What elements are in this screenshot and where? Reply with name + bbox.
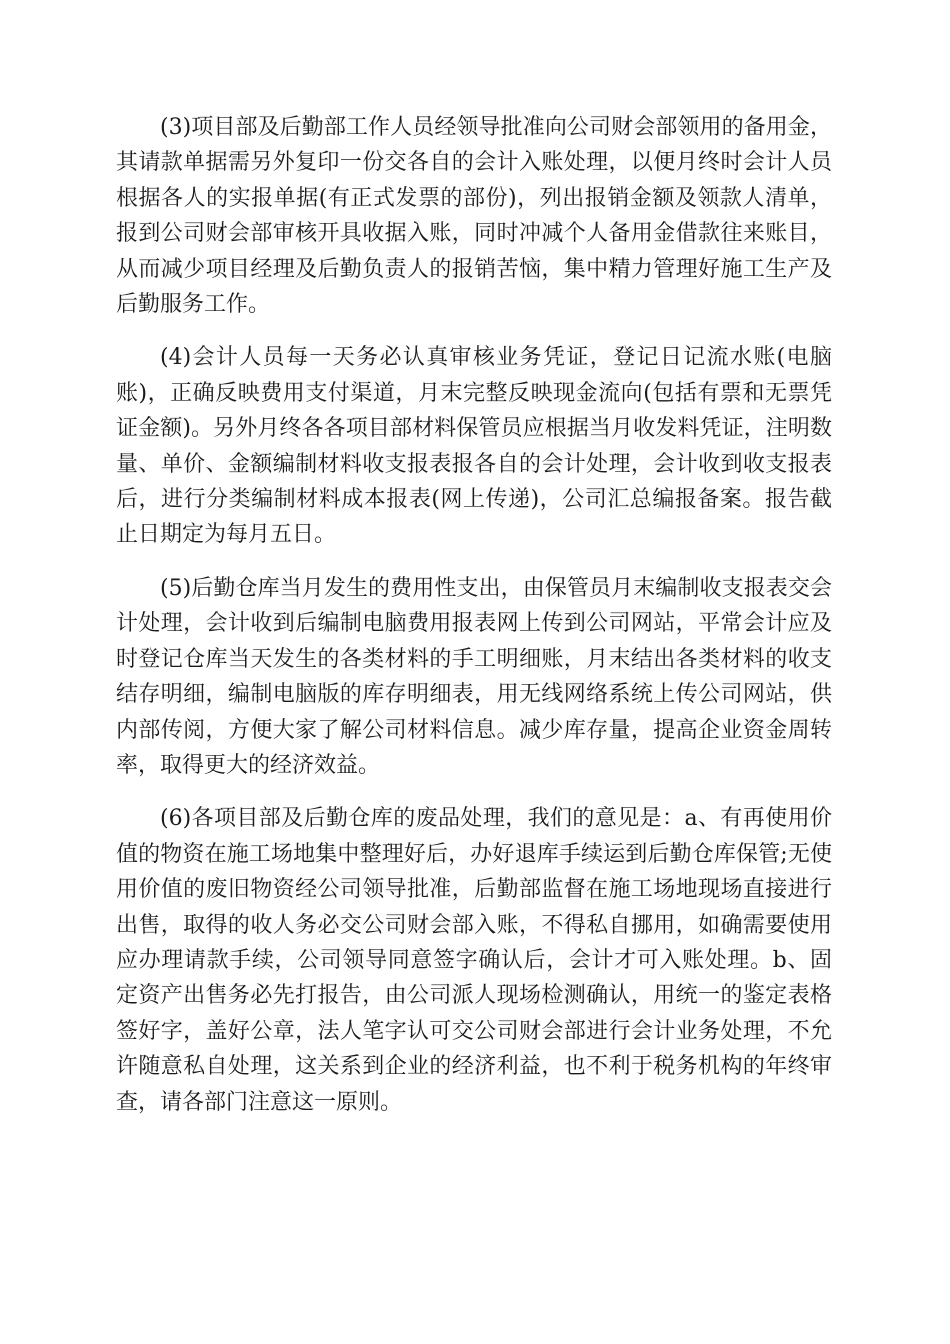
paragraph-6: (6)各项目部及后勤仓库的废品处理，我们的意见是：a、有再使用价值的物资在施工场地集中整理好后，办好退库手续运到后勤仓库保管;无使用价值的废旧物资经公司领导批准，后勤部监督在施工场地现场直接进行出售，取得的收人务必交公司财会部入账，不得私自挪用，如确需要使用应办理请款手续，公司领导同意签字确认后，会计才可入账处理。b、固定资产出售务必先打报告，由公司派人现场检测确认，用统一的鉴定表格签好字，盖好公章，法人笔字认可交公司财会部进行会计业务处理，不允许随意私自处理，这关系到企业的经济利益，也不利于税务机构的年终审查，请各部门注意这一原则。 (116, 806, 832, 1115)
paragraph-4: (4)会计人员每一天务必认真审核业务凭证，登记日记流水账(电脑账)，正确反映费用支付渠道，月末完整反映现金流向(包括有票和无票凭证金额)。另外月终各各项目部材料保管员应根据当月收发料凭证，注明数量、单价、金额编制材料收支报表报各自的会计处理，会计收到收支报表后，进行分类编制材料成本报表(网上传递)，公司汇总编报备案。报告截止日期定为每月五日。 (116, 345, 832, 548)
paragraph-3: (3)项目部及后勤部工作人员经领导批准向公司财会部领用的备用金，其请款单据需另外复印一份交各自的会计入账处理，以便月终时会计人员根据各人的实报单据(有正式发票的部份)，列出报销金额及领款人清单，报到公司财会部审核开具收据入账，同时冲减个人备用金借款往来账目，从而减少项目经理及后勤负责人的报销苦恼，集中精力管理好施工生产及后勤服务工作。 (116, 115, 832, 318)
document-body (116, 110, 832, 1138)
paragraph-5: (5)后勤仓库当月发生的费用性支出，由保管员月末编制收支报表交会计处理，会计收到后编制电脑费用报表网上传到公司网站，平常会计应及时登记仓库当天发生的各类材料的手工明细账，月末结出各类材料的收支结存明细，编制电脑版的库存明细表，用无线网络系统上传公司网站，供内部传阅，方便大家了解公司材料信息。减少库存量，提高企业资金周转率，取得更大的经济效益。 (116, 575, 832, 778)
